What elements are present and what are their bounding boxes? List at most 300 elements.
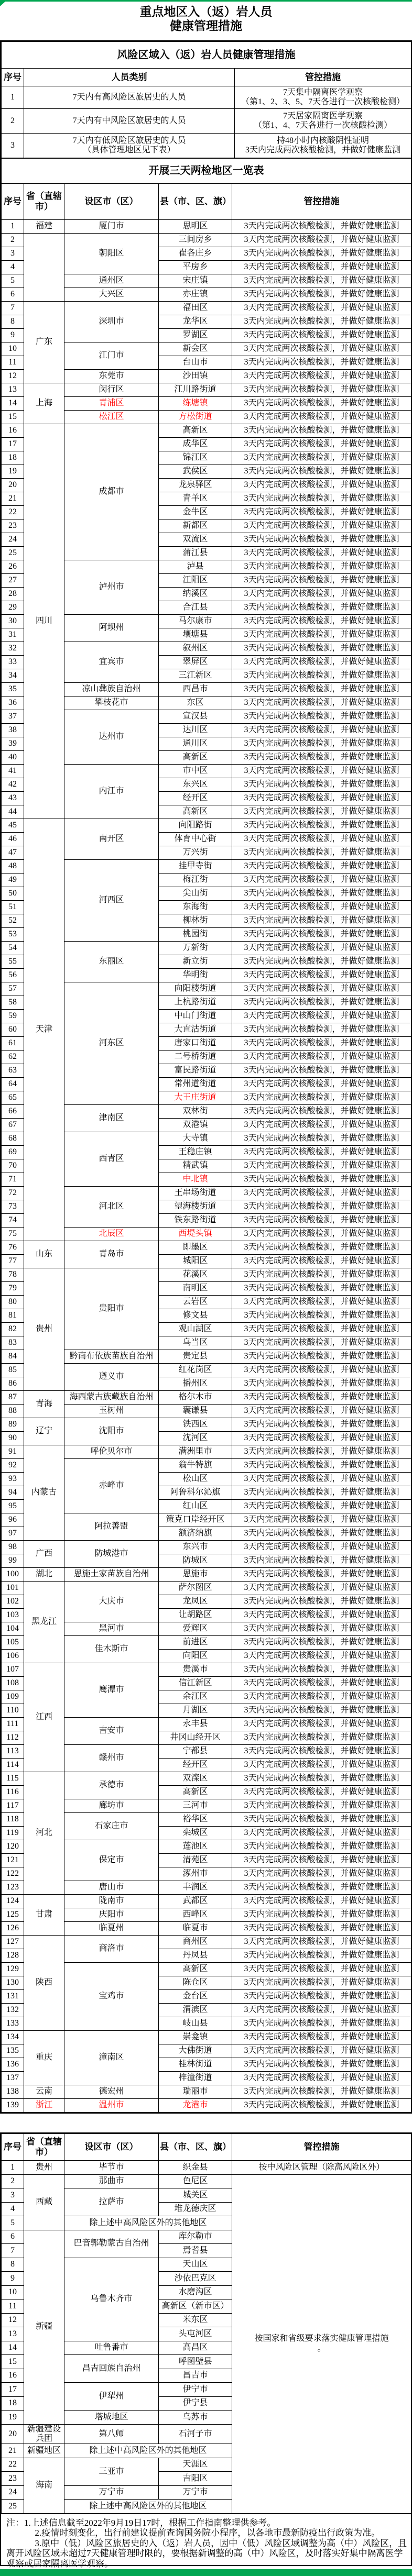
county-cell: 高新区 — [159, 1963, 232, 1976]
city-cell: 乌鲁木齐市 — [64, 2258, 159, 2341]
measure-cell: 3天内完成两次核酸检测，并做好健康监测 — [232, 356, 411, 370]
county-cell: 伊宁市 — [159, 2383, 232, 2397]
measure-cell: 3天内完成两次核酸检测，并做好健康监测 — [232, 737, 411, 751]
measure-cell: 3天内完成两次核酸检测，并做好健康监测 — [232, 574, 411, 588]
province-cell: 广东 — [24, 302, 64, 383]
county-cell: 井冈山经开区 — [159, 1731, 232, 1745]
row-index: 113 — [2, 1745, 24, 1759]
footnote-line: 注：1.上述信息截至2022年9月19日17时，根据工作指南整理供参考。 — [6, 2517, 276, 2528]
person-category-cell: 7天内有高风险区旅居史的人员 — [24, 86, 235, 109]
row-index: 85 — [2, 1364, 24, 1377]
county-cell: 额济纳旗 — [159, 1527, 232, 1541]
column-header: 县（市、区、旗） — [159, 184, 232, 220]
row-index: 94 — [2, 1486, 24, 1500]
row-index: 114 — [2, 1759, 24, 1772]
row-index: 106 — [2, 1650, 24, 1663]
row-index: 89 — [2, 1418, 24, 1432]
city-cell: 德宏州 — [64, 2085, 159, 2099]
county-cell: 云岩区 — [159, 1296, 232, 1309]
county-cell: 富民路街道 — [159, 1064, 232, 1078]
measure-cell: 3天内完成两次核酸检测，并做好健康监测 — [232, 383, 411, 397]
measure-cell: 3天内完成两次核酸检测，并做好健康监测 — [232, 2017, 411, 2031]
row-index: 33 — [2, 656, 24, 669]
measure-cell: 3天内完成两次核酸检测，并做好健康监测 — [232, 1241, 411, 1255]
measure-cell: 持48小时内核酸阴性证明 3天内完成两次核酸检测，并做好健康监测 — [235, 134, 411, 158]
city-cell: 廊坊市 — [64, 1799, 159, 1813]
row-index: 5 — [2, 2216, 24, 2230]
measure-cell: 3天内完成两次核酸检测，并做好健康监测 — [232, 996, 411, 1010]
county-cell: 大王庄街道 — [159, 1091, 232, 1105]
measure-cell: 3天内完成两次核酸检测，并做好健康监测 — [232, 955, 411, 969]
city-cell: 河西区 — [64, 860, 159, 942]
county-cell: 柳林街 — [159, 914, 232, 928]
row-index: 92 — [2, 1459, 24, 1473]
measure-cell: 3天内完成两次核酸检测，并做好健康监测 — [232, 1636, 411, 1650]
row-index: 126 — [2, 1922, 24, 1936]
county-cell: 平房乡 — [159, 261, 232, 274]
county-cell: 裕华区 — [159, 1813, 232, 1827]
city-cell: 内江市 — [64, 765, 159, 819]
measure-cell: 3天内完成两次核酸检测，并做好健康监测 — [232, 506, 411, 519]
row-index: 16 — [2, 424, 24, 438]
row-index: 13 — [2, 2327, 24, 2341]
row-index: 10 — [2, 2285, 24, 2299]
row-index: 17 — [2, 438, 24, 451]
county-cell: 城阳区 — [159, 1255, 232, 1268]
table-row — [2, 1772, 411, 1786]
county-cell: 月湖区 — [159, 1704, 232, 1718]
county-cell: 库尔勒市 — [159, 2230, 232, 2244]
row-index: 61 — [2, 1037, 24, 1051]
city-cell: 大庆市 — [64, 1582, 159, 1622]
city-cell: 三亚市 — [64, 2458, 159, 2485]
county-cell: 龙凤区 — [159, 1595, 232, 1609]
city-cell: 江门市 — [64, 342, 159, 370]
province-cell: 西藏 — [24, 2174, 64, 2230]
row-index: 120 — [2, 1840, 24, 1854]
row-index: 87 — [2, 1391, 24, 1405]
county-cell: 东兴市 — [159, 1541, 232, 1554]
measure-cell: 3天内完成两次核酸检测，并做好健康监测 — [232, 329, 411, 342]
row-index: 15 — [2, 2355, 24, 2369]
measure-cell: 3天内完成两次核酸检测，并做好健康监测 — [232, 1105, 411, 1119]
row-index: 110 — [2, 1704, 24, 1718]
county-cell: 城关区 — [159, 2188, 232, 2203]
measure-cell: 3天内完成两次核酸检测，并做好健康监测 — [232, 1799, 411, 1813]
table-row — [2, 2174, 411, 2188]
row-index: 7 — [2, 302, 24, 315]
city-cell: 西青区 — [64, 1132, 159, 1187]
row-index: 36 — [2, 696, 24, 710]
city-cell: 临夏州 — [64, 1922, 159, 1936]
table-row — [2, 2031, 411, 2044]
measure-cell: 3天内完成两次核酸检测，并做好健康监测 — [232, 765, 411, 778]
county-cell: 翁牛特旗 — [159, 1459, 232, 1473]
row-index: 99 — [2, 1554, 24, 1568]
row-index: 3 — [2, 247, 24, 261]
row-index: 80 — [2, 1296, 24, 1309]
table-row — [2, 1582, 411, 1595]
measure-cell: 3天内完成两次核酸检测，并做好健康监测 — [232, 288, 411, 302]
row-index: 23 — [2, 2472, 24, 2486]
table-row — [2, 2099, 411, 2113]
measure-cell: 3天内完成两次核酸检测，并做好健康监测 — [232, 1568, 411, 1582]
city-cell: 庆阳市 — [64, 1908, 159, 1922]
table-row — [2, 1445, 411, 1459]
county-cell: 宋庄镇 — [159, 274, 232, 288]
city-cell: 青浦区 — [64, 397, 159, 411]
measure-cell: 3天内完成两次核酸检测，并做好健康监测 — [232, 601, 411, 615]
province-cell: 贵州 — [24, 2161, 64, 2175]
row-index: 15 — [2, 411, 24, 424]
section-band-title: 开展三天两检地区一览表 — [2, 159, 411, 184]
row-index: 91 — [2, 1445, 24, 1459]
city-cell: 鹰潭市 — [64, 1663, 159, 1718]
city-cell: 承德市 — [64, 1772, 159, 1799]
row-index: 123 — [2, 1881, 24, 1895]
measure-cell: 3天内完成两次核酸检测，并做好健康监测 — [232, 1119, 411, 1132]
measure-cell: 3天内完成两次核酸检测，并做好健康监测 — [232, 1786, 411, 1799]
measure-cell: 7天集中隔离医学观察 （第1、2、3、5、7天各进行一次核酸检测） — [235, 86, 411, 109]
county-cell: 东区 — [159, 696, 232, 710]
county-cell: 花溪区 — [159, 1268, 232, 1282]
row-index: 9 — [2, 329, 24, 342]
measure-cell: 3天内完成两次核酸检测，并做好健康监测 — [232, 1541, 411, 1554]
measure-cell: 3天内完成两次核酸检测，并做好健康监测 — [232, 982, 411, 996]
row-index: 55 — [2, 955, 24, 969]
county-cell: 天山区 — [159, 2258, 232, 2272]
row-index: 19 — [2, 465, 24, 479]
measure-cell: 3天内完成两次核酸检测，并做好健康监测 — [232, 778, 411, 792]
row-index: 40 — [2, 751, 24, 765]
measure-cell: 3天内完成两次核酸检测，并做好健康监测 — [232, 1091, 411, 1105]
measure-cell: 3天内完成两次核酸检测，并做好健康监测 — [232, 2004, 411, 2017]
county-cell: 贵定县 — [159, 1350, 232, 1364]
county-cell: 瑞丽市 — [159, 2085, 232, 2099]
row-index: 2 — [2, 234, 24, 247]
province-cell: 天津 — [24, 819, 64, 1241]
measure-cell: 3天内完成两次核酸检测，并做好健康监测 — [232, 1895, 411, 1908]
county-cell: 红花岗区 — [159, 1364, 232, 1377]
row-index: 77 — [2, 1255, 24, 1268]
measure-cell: 3天内完成两次核酸检测，并做好健康监测 — [232, 1704, 411, 1718]
province-cell: 上海 — [24, 383, 64, 424]
row-index: 34 — [2, 669, 24, 683]
measure-cell: 3天内完成两次核酸检测，并做好健康监测 — [232, 492, 411, 506]
row-index: 27 — [2, 574, 24, 588]
county-cell: 龙港市 — [159, 2099, 232, 2113]
county-cell: 呼图壁县 — [159, 2355, 232, 2369]
county-cell: 新会区 — [159, 342, 232, 356]
row-index: 122 — [2, 1867, 24, 1881]
table-row — [2, 2161, 411, 2175]
county-cell: 泸县 — [159, 560, 232, 574]
measure-cell: 3天内完成两次核酸检测，并做好健康监测 — [232, 1214, 411, 1228]
measure-cell: 3天内完成两次核酸检测，并做好健康监测 — [232, 1500, 411, 1513]
row-index: 2 — [2, 2174, 24, 2188]
city-cell: 塔城地区 — [64, 2411, 159, 2425]
county-cell: 格尔木市 — [159, 1391, 232, 1405]
measure-cell: 3天内完成两次核酸检测，并做好健康监测 — [232, 1622, 411, 1636]
row-index: 84 — [2, 1350, 24, 1364]
row-index: 2 — [2, 109, 24, 134]
row-index: 12 — [2, 370, 24, 383]
measure-cell: 3天内完成两次核酸检测，并做好健康监测 — [232, 1772, 411, 1786]
city-cell: 松江区 — [64, 411, 159, 424]
row-index: 20 — [2, 479, 24, 492]
city-cell: 通州区 — [64, 274, 159, 288]
measure-cell: 3天内完成两次核酸检测，并做好健康监测 — [232, 1582, 411, 1595]
row-index: 47 — [2, 846, 24, 860]
county-cell: 铁西区 — [159, 1418, 232, 1432]
province-cell: 陕西 — [24, 1936, 64, 2031]
row-index: 112 — [2, 1731, 24, 1745]
county-cell: 三江新区 — [159, 669, 232, 683]
province-cell: 江西 — [24, 1663, 64, 1772]
city-cell: 大兴区 — [64, 288, 159, 302]
page-title — [0, 0, 412, 33]
row-index: 121 — [2, 1854, 24, 1867]
row-index: 59 — [2, 1010, 24, 1023]
county-cell: 中北镇 — [159, 1173, 232, 1187]
county-cell: 宁都县 — [159, 1745, 232, 1759]
city-cell: 毕节市 — [64, 2161, 159, 2175]
measure-cell: 3天内完成两次核酸检测，并做好健康监测 — [232, 1731, 411, 1745]
row-index: 135 — [2, 2044, 24, 2058]
row-index: 93 — [2, 1473, 24, 1486]
city-cell: 赣州市 — [64, 1745, 159, 1772]
county-cell: 修文县 — [159, 1309, 232, 1323]
county-cell: 水磨沟区 — [159, 2285, 232, 2299]
county-cell: 栾城区 — [159, 1827, 232, 1840]
measure-cell: 7天居家隔离医学观察 （第1、4、7天各进行一次核酸检测） — [235, 109, 411, 134]
row-index: 133 — [2, 2017, 24, 2031]
measure-cell: 3天内完成两次核酸检测，并做好健康监测 — [232, 234, 411, 247]
row-index: 29 — [2, 601, 24, 615]
row-index: 24 — [2, 533, 24, 547]
row-index: 39 — [2, 737, 24, 751]
row-index: 79 — [2, 1282, 24, 1296]
city-cell: 深圳市 — [64, 302, 159, 342]
measure-cell: 3天内完成两次核酸检测，并做好健康监测 — [232, 846, 411, 860]
county-cell: 南明区 — [159, 1282, 232, 1296]
county-cell: 翠屏区 — [159, 656, 232, 669]
corner-marker-icon — [0, 2, 5, 6]
measure-cell: 3天内完成两次核酸检测，并做好健康监测 — [232, 1200, 411, 1214]
county-cell: 金牛区 — [159, 506, 232, 519]
row-index: 71 — [2, 1173, 24, 1187]
row-index: 42 — [2, 778, 24, 792]
measure-cell: 3天内完成两次核酸检测，并做好健康监测 — [232, 533, 411, 547]
measure-cell: 3天内完成两次核酸检测，并做好健康监测 — [232, 1037, 411, 1051]
measure-cell: 3天内完成两次核酸检测，并做好健康监测 — [232, 1445, 411, 1459]
county-cell: 西堤头镇 — [159, 1228, 232, 1241]
measure-cell: 3天内完成两次核酸检测，并做好健康监测 — [232, 1813, 411, 1827]
measure-cell: 3天内完成两次核酸检测，并做好健康监测 — [232, 669, 411, 683]
city-cell: 厦门市 — [64, 220, 159, 234]
county-cell: 让胡路区 — [159, 1609, 232, 1622]
city-cell: 商洛市 — [64, 1936, 159, 1963]
row-index: 68 — [2, 1132, 24, 1146]
measure-cell: 3天内完成两次核酸检测，并做好健康监测 — [232, 547, 411, 560]
county-cell: 方松街道 — [159, 411, 232, 424]
city-cell: 温州市 — [64, 2099, 159, 2113]
province-cell: 福建 — [24, 220, 64, 234]
county-cell: 高新区（新市区） — [159, 2299, 232, 2314]
city-cell: 津南区 — [64, 1105, 159, 1132]
city-cell: 黑河市 — [64, 1622, 159, 1636]
city-cell: 泸州市 — [64, 560, 159, 615]
row-index: 127 — [2, 1936, 24, 1949]
row-index: 5 — [2, 274, 24, 288]
row-index: 97 — [2, 1527, 24, 1541]
row-index: 111 — [2, 1718, 24, 1731]
county-cell: 永丰县 — [159, 1718, 232, 1731]
measure-cell: 3天内完成两次核酸检测，并做好健康监测 — [232, 942, 411, 955]
county-cell: 恩施市 — [159, 1568, 232, 1582]
row-index: 32 — [2, 642, 24, 656]
county-cell: 亦庄镇 — [159, 288, 232, 302]
column-header: 序号 — [2, 184, 24, 220]
measure-cell: 3天内完成两次核酸检测，并做好健康监测 — [232, 1527, 411, 1541]
measure-cell: 3天内完成两次核酸检测，并做好健康监测 — [232, 424, 411, 438]
measure-cell: 3天内完成两次核酸检测，并做好健康监测 — [232, 1459, 411, 1473]
table-row — [2, 1391, 411, 1405]
city-cell: 佳木斯市 — [64, 1636, 159, 1663]
county-cell: 沈河区 — [159, 1432, 232, 1445]
table-row — [2, 1895, 411, 1908]
county-cell: 金台区 — [159, 1990, 232, 2004]
measure-cell: 3天内完成两次核酸检测，并做好健康监测 — [232, 696, 411, 710]
row-index: 19 — [2, 2411, 24, 2425]
column-header: 设区市（区） — [64, 184, 159, 220]
measure-cell: 3天内完成两次核酸检测，并做好健康监测 — [232, 1146, 411, 1159]
measure-cell: 3天内完成两次核酸检测，并做好健康监测 — [232, 519, 411, 533]
footnotes — [1, 2514, 411, 2569]
city-cell: 沈阳市 — [64, 1418, 159, 1445]
row-index: 132 — [2, 2004, 24, 2017]
measure-cell: 3天内完成两次核酸检测，并做好健康监测 — [232, 438, 411, 451]
county-cell: 壤塘县 — [159, 628, 232, 642]
row-index: 58 — [2, 996, 24, 1010]
row-index: 50 — [2, 887, 24, 901]
measure-cell: 3天内完成两次核酸检测，并做好健康监测 — [232, 1187, 411, 1200]
county-cell: 双林街 — [159, 1105, 232, 1119]
county-cell: 三河市 — [159, 1799, 232, 1813]
city-cell: 北辰区 — [64, 1228, 159, 1241]
city-cell: 陇南市 — [64, 1895, 159, 1908]
measure-cell: 3天内完成两次核酸检测，并做好健康监测 — [232, 1854, 411, 1867]
province-cell — [24, 234, 64, 302]
county-cell: 信江新区 — [159, 1677, 232, 1690]
row-index: 130 — [2, 1976, 24, 1990]
row-index: 104 — [2, 1622, 24, 1636]
other-areas-cell: 除上述中高风险区外的其他地区 — [64, 2500, 232, 2514]
county-cell: 高新区 — [159, 424, 232, 438]
measure-cell: 3天内完成两次核酸检测，并做好健康监测 — [232, 615, 411, 628]
county-cell: 马尔康市 — [159, 615, 232, 628]
city-cell: 伊犁州 — [64, 2383, 159, 2411]
measure-cell: 3天内完成两次核酸检测，并做好健康监测 — [232, 914, 411, 928]
row-index: 45 — [2, 819, 24, 833]
measure-cell: 3天内完成两次核酸检测，并做好健康监测 — [232, 1268, 411, 1282]
row-index: 41 — [2, 765, 24, 778]
row-index: 57 — [2, 982, 24, 996]
measure-cell: 3天内完成两次核酸检测，并做好健康监测 — [232, 1609, 411, 1622]
row-index: 69 — [2, 1146, 24, 1159]
row-index: 20 — [2, 2424, 24, 2444]
table-row — [2, 383, 411, 397]
table-row — [2, 424, 411, 438]
measure-cell: 3天内完成两次核酸检测，并做好健康监测 — [232, 1663, 411, 1677]
measure-cell: 3天内完成两次核酸检测，并做好健康监测 — [232, 792, 411, 805]
measure-cell: 3天内完成两次核酸检测，并做好健康监测 — [232, 1064, 411, 1078]
county-cell: 高昌区 — [159, 2341, 232, 2355]
county-cell: 向阳路街 — [159, 819, 232, 833]
row-index: 18 — [2, 451, 24, 465]
county-cell: 莲池区 — [159, 1840, 232, 1854]
row-index: 9 — [2, 2272, 24, 2286]
measure-cell: 3天内完成两次核酸检测，并做好健康监测 — [232, 1759, 411, 1772]
county-cell: 福田区 — [159, 302, 232, 315]
row-index: 138 — [2, 2085, 24, 2099]
county-cell: 三间房乡 — [159, 234, 232, 247]
main-table-group — [0, 40, 412, 2114]
measure-cell: 3天内完成两次核酸检测，并做好健康监测 — [232, 1840, 411, 1854]
row-index: 82 — [2, 1323, 24, 1336]
county-cell: 堆龙德庆区 — [159, 2202, 232, 2216]
county-cell: 崔各庄乡 — [159, 247, 232, 261]
county-cell: 伊宁县 — [159, 2396, 232, 2411]
measure-cell: 3天内完成两次核酸检测，并做好健康监测 — [232, 887, 411, 901]
county-cell: 新立街 — [159, 955, 232, 969]
measure-cell: 3天内完成两次核酸检测，并做好健康监测 — [232, 1296, 411, 1309]
county-cell: 罗湖区 — [159, 329, 232, 342]
city-cell: 贵阳市 — [64, 1268, 159, 1350]
county-cell: 东海街 — [159, 901, 232, 914]
county-cell: 高新区 — [159, 805, 232, 819]
page-title-line2: 健康管理措施 — [170, 19, 242, 32]
county-cell: 纳溪区 — [159, 588, 232, 601]
row-index: 43 — [2, 792, 24, 805]
city-cell: 保定市 — [64, 1840, 159, 1881]
row-index: 109 — [2, 1690, 24, 1704]
row-index: 4 — [2, 2202, 24, 2216]
measure-cell: 3天内完成两次核酸检测，并做好健康监测 — [232, 656, 411, 669]
county-cell: 桂林街道 — [159, 2058, 232, 2072]
row-index: 56 — [2, 969, 24, 982]
row-index: 16 — [2, 2369, 24, 2383]
row-index: 11 — [2, 356, 24, 370]
measure-cell: 3天内完成两次核酸检测，并做好健康监测 — [232, 833, 411, 846]
measure-cell: 3天内完成两次核酸检测，并做好健康监测 — [232, 1159, 411, 1173]
county-cell: 高新区 — [159, 751, 232, 765]
measure-cell: 3天内完成两次核酸检测，并做好健康监测 — [232, 874, 411, 887]
county-cell: 策克口岸经开区 — [159, 1513, 232, 1527]
measure-cell: 3天内完成两次核酸检测，并做好健康监测 — [232, 1554, 411, 1568]
county-cell: 常州道街道 — [159, 1078, 232, 1091]
measure-cell: 3天内完成两次核酸检测，并做好健康监测 — [232, 465, 411, 479]
row-index: 6 — [2, 288, 24, 302]
measure-cell: 3天内完成两次核酸检测，并做好健康监测 — [232, 1350, 411, 1364]
row-index: 31 — [2, 628, 24, 642]
row-index: 81 — [2, 1309, 24, 1323]
county-cell: 西峰区 — [159, 1908, 232, 1922]
column-header: 省（直辖市） — [24, 184, 64, 220]
county-cell: 石河子市 — [159, 2424, 232, 2444]
county-cell: 吉阳区 — [159, 2472, 232, 2486]
county-cell: 王串场街道 — [159, 1187, 232, 1200]
